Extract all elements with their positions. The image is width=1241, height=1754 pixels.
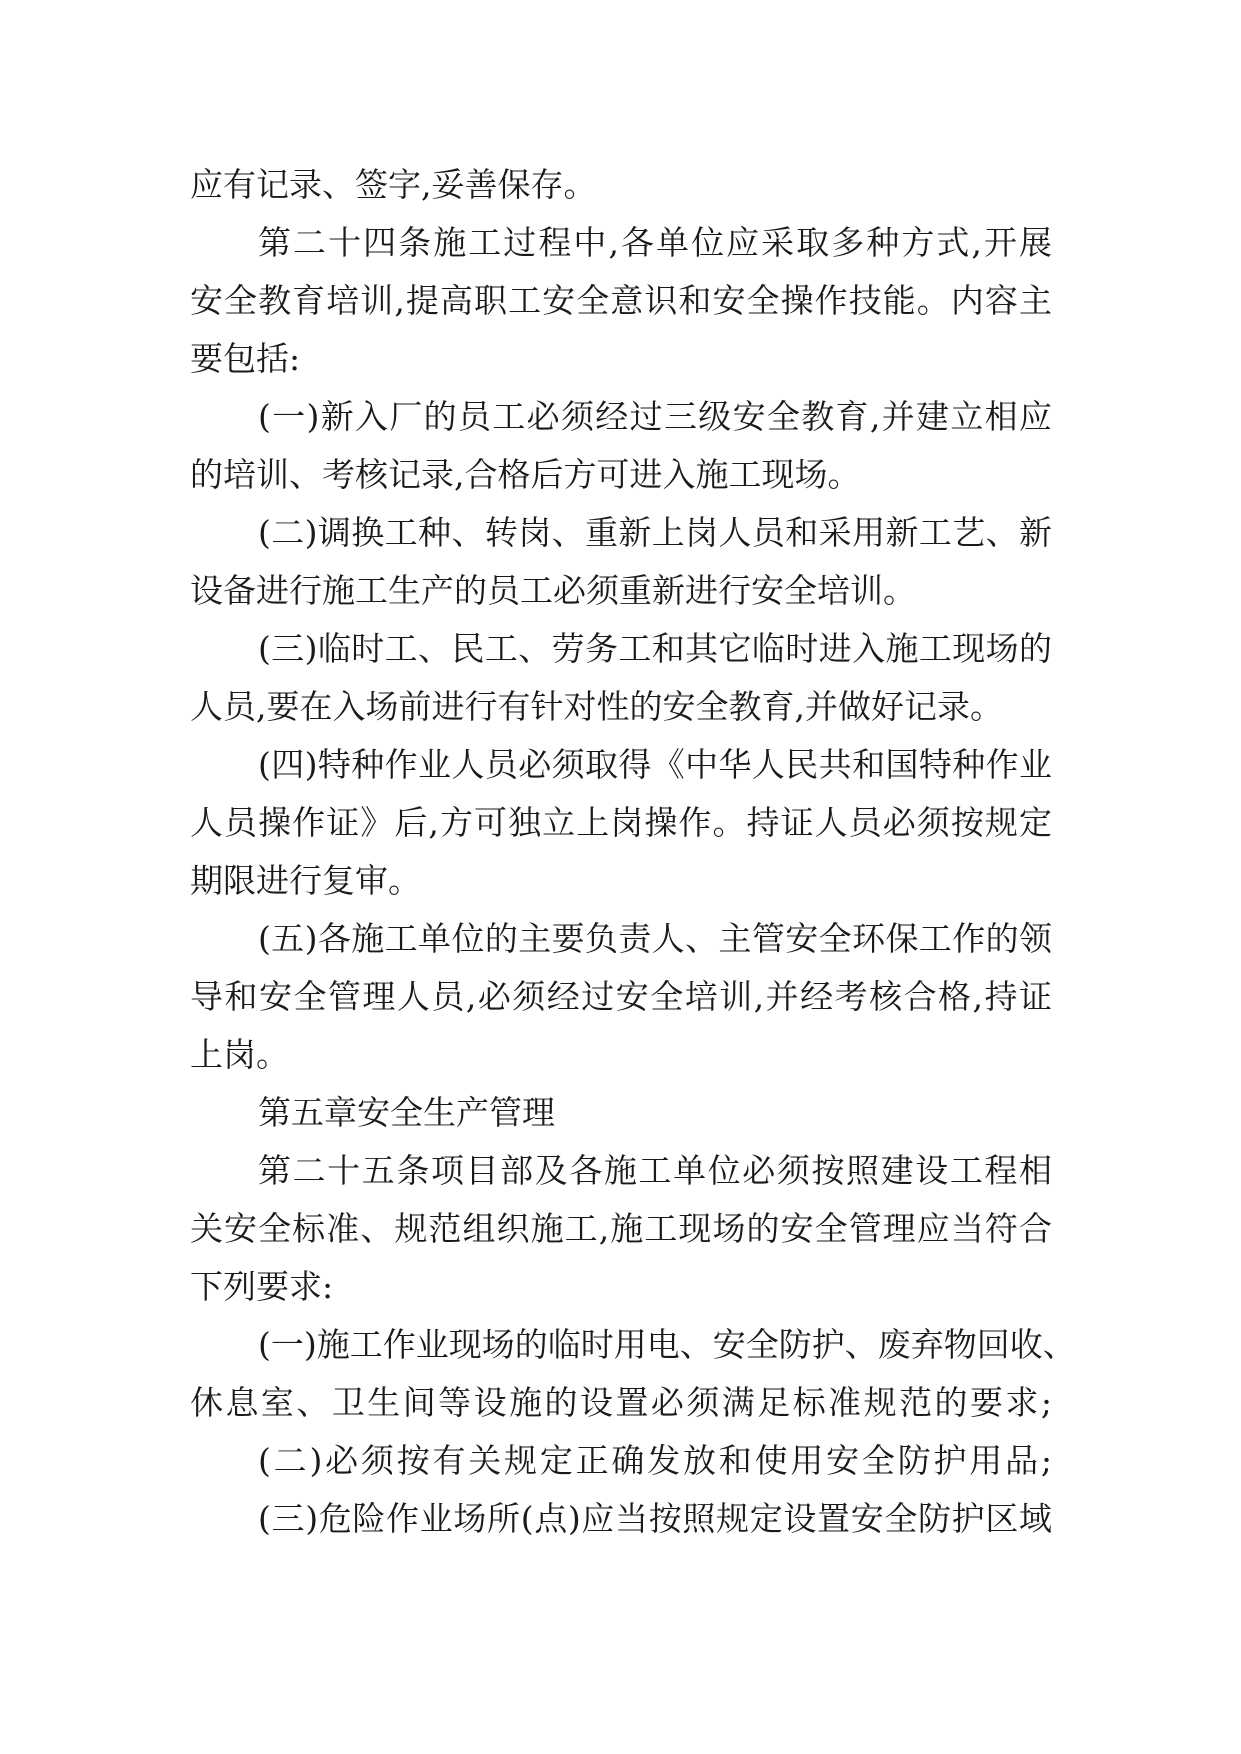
text-line: 人员操作证》后,方可独立上岗操作。持证人员必须按规定 bbox=[190, 803, 1052, 842]
text-line: 应有记录、签字,妥善保存。 bbox=[190, 165, 597, 204]
text-line: 第二十四条施工过程中,各单位应采取多种方式,开展 bbox=[258, 223, 1052, 262]
text-line: 的培训、考核记录,合格后方可进入施工现场。 bbox=[190, 455, 861, 494]
list-item-paragraph bbox=[190, 1316, 1076, 1432]
text-line: 下列要求: bbox=[190, 1267, 334, 1306]
text-line: (三)危险作业场所(点)应当按照规定设置安全防护区域 bbox=[258, 1499, 1052, 1538]
text-line: 导和安全管理人员,必须经过安全培训,并经考核合格,持证 bbox=[190, 977, 1052, 1016]
text-line: 关安全标准、规范组织施工,施工现场的安全管理应当符合 bbox=[190, 1209, 1052, 1248]
list-item-paragraph bbox=[190, 736, 1052, 910]
document-page bbox=[190, 156, 1076, 1548]
text-line: (五)各施工单位的主要负责人、主管安全环保工作的领 bbox=[258, 919, 1052, 958]
text-line: 设备进行施工生产的员工必须重新进行安全培训。 bbox=[190, 571, 916, 610]
text-line: 上岗。 bbox=[190, 1035, 289, 1074]
text-line: 休息室、卫生间等设施的设置必须满足标准规范的要求; bbox=[190, 1383, 1052, 1422]
article-paragraph bbox=[190, 214, 1052, 388]
text-line: (三)临时工、民工、劳务工和其它临时进入施工现场的 bbox=[258, 629, 1052, 668]
chapter-heading bbox=[190, 1084, 1052, 1142]
text-line: (四)特种作业人员必须取得《中华人民共和国特种作业 bbox=[258, 745, 1052, 784]
text-line: (二)必须按有关规定正确发放和使用安全防护用品; bbox=[258, 1441, 1052, 1480]
text-line: 安全教育培训,提高职工安全意识和安全操作技能。内容主 bbox=[190, 281, 1052, 320]
list-item-paragraph bbox=[190, 504, 1052, 620]
list-item-paragraph bbox=[190, 620, 1052, 736]
text-line: 要包括: bbox=[190, 339, 301, 378]
list-item-paragraph bbox=[190, 1432, 1052, 1490]
list-item-paragraph bbox=[190, 1490, 1052, 1548]
article-paragraph bbox=[190, 1142, 1052, 1316]
list-item-paragraph bbox=[190, 910, 1052, 1084]
list-item-paragraph bbox=[190, 388, 1052, 504]
text-line: 期限进行复审。 bbox=[190, 861, 421, 900]
text-line: 第五章安全生产管理 bbox=[258, 1093, 555, 1132]
text-line: 第二十五条项目部及各施工单位必须按照建设工程相 bbox=[258, 1151, 1052, 1190]
text-line: (一)施工作业现场的临时用电、安全防护、废弃物回收、 bbox=[258, 1325, 1076, 1364]
text-line: 人员,要在入场前进行有针对性的安全教育,并做好记录。 bbox=[190, 687, 1003, 726]
text-line: (二)调换工种、转岗、重新上岗人员和采用新工艺、新 bbox=[258, 513, 1052, 552]
text-line: (一)新入厂的员工必须经过三级安全教育,并建立相应 bbox=[258, 397, 1052, 436]
paragraph bbox=[190, 156, 1052, 214]
